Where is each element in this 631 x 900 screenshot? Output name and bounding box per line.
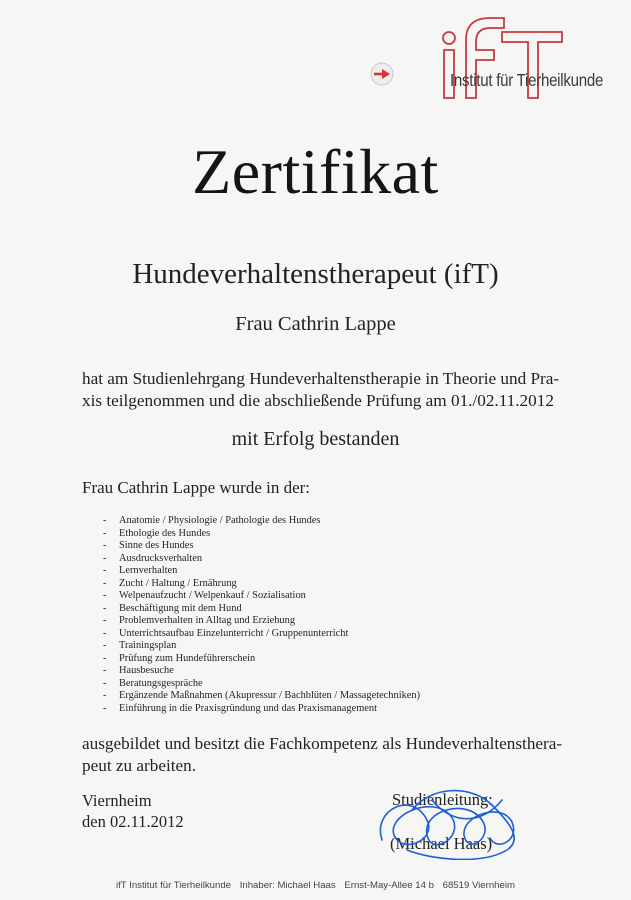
topic-label: Ausdrucksverhalten (119, 552, 203, 564)
footer-city: 68519 Viernheim (442, 880, 515, 891)
topic-label: Hausbesuche (119, 665, 174, 676)
closing-line-2: peut zu arbeiten. (82, 756, 197, 775)
topic-label: Trainingsplan (119, 640, 177, 651)
topic-label: Problemverhalten in Alltag und Erziehung (119, 615, 296, 626)
closing-paragraph (82, 733, 563, 777)
topic-bullet: - (103, 552, 107, 564)
topic-bullet: - (103, 665, 107, 676)
topic-bullet: - (103, 527, 107, 539)
statement-paragraph (82, 368, 560, 412)
topic-bullet: - (103, 652, 107, 664)
topic-label: Welpenaufzucht / Welpenkauf / Sozialisation (119, 590, 306, 601)
topic-label: Beschäftigung mit dem Hund (119, 602, 242, 614)
ift-logo (362, 10, 624, 100)
topic-item (103, 703, 420, 716)
topic-bullet: - (103, 590, 107, 601)
topic-label: Unterrichtsaufbau Einzelunterricht / Gruppenunterricht (119, 627, 349, 639)
topic-label: Zucht / Haltung / Ernährung (119, 577, 237, 589)
topic-bullet: - (103, 702, 107, 714)
arrow-icon (371, 63, 393, 85)
topic-item (103, 578, 420, 591)
topic-item (103, 628, 420, 641)
recipient-name: Frau Cathrin Lappe (235, 313, 396, 335)
topic-item (103, 678, 420, 691)
study-lead-label: Studienleitung: (392, 790, 493, 809)
topic-item (103, 528, 420, 541)
statement-line-2: xis teilgenommen und die abschließende Prüfung am 01./02.11.2012 (82, 391, 554, 410)
issue-date: den 02.11.2012 (82, 812, 184, 831)
statement-line-1: hat am Studienlehrgang Hundeverhaltenstherapie in Theorie und Pra- (82, 369, 560, 388)
topic-bullet: - (103, 615, 107, 626)
topics-list (103, 515, 420, 715)
topic-label: Beratungsgespräche (119, 677, 203, 689)
signer-name: (Michael Haas) (390, 834, 493, 853)
topic-label: Ergänzende Maßnahmen (Akupressur / Bachblüten / Massagetechniken) (119, 690, 421, 701)
topic-bullet: - (103, 577, 107, 589)
topic-item (103, 540, 420, 553)
topic-item (103, 565, 420, 578)
footer (0, 880, 631, 891)
topic-bullet: - (103, 540, 107, 551)
topic-label: Prüfung zum Hundeführerschein (119, 652, 256, 664)
topic-bullet: - (103, 565, 107, 576)
closing-line-1: ausgebildet und besitzt die Fachkompetenz als Hundeverhaltensthera- (82, 734, 563, 753)
topic-item (103, 640, 420, 653)
topic-bullet: - (103, 602, 107, 614)
topic-bullet: - (103, 515, 107, 526)
topic-item (103, 515, 420, 528)
logo-institute-text: Institut für Tierheilkunde (450, 70, 604, 90)
place: Viernheim (82, 791, 152, 810)
topic-label: Einführung in die Praxisgründung und das Praxismanagement (119, 702, 377, 714)
topic-item (103, 653, 420, 666)
topics-intro: Frau Cathrin Lappe wurde in der: (82, 478, 311, 497)
place-date (82, 790, 184, 832)
topic-label: Ethologie des Hundes (119, 527, 211, 539)
topic-bullet: - (103, 627, 107, 639)
topic-item (103, 665, 420, 678)
topic-item (103, 553, 420, 566)
topic-label: Lernverhalten (119, 565, 178, 576)
topic-label: Anatomie / Physiologie / Pathologie des Hundes (119, 515, 321, 526)
certificate-subtitle: Hundeverhaltenstherapeut (ifT) (132, 258, 499, 290)
footer-address: Ernst-May-Allee 14 b (344, 880, 434, 891)
topic-item (103, 590, 420, 603)
topic-label: Sinne des Hundes (119, 540, 194, 551)
signature-scribble (372, 780, 532, 860)
topic-bullet: - (103, 640, 107, 651)
topic-item (103, 690, 420, 703)
topic-bullet: - (103, 677, 107, 689)
certificate-title: Zertifikat (192, 136, 439, 207)
topic-item (103, 615, 420, 628)
topic-bullet: - (103, 690, 107, 701)
topic-item (103, 603, 420, 616)
result-text: mit Erfolg bestanden (231, 428, 400, 450)
footer-institute: ifT Institut für Tierheilkunde (116, 880, 232, 891)
footer-owner: Inhaber: Michael Haas (239, 880, 336, 891)
